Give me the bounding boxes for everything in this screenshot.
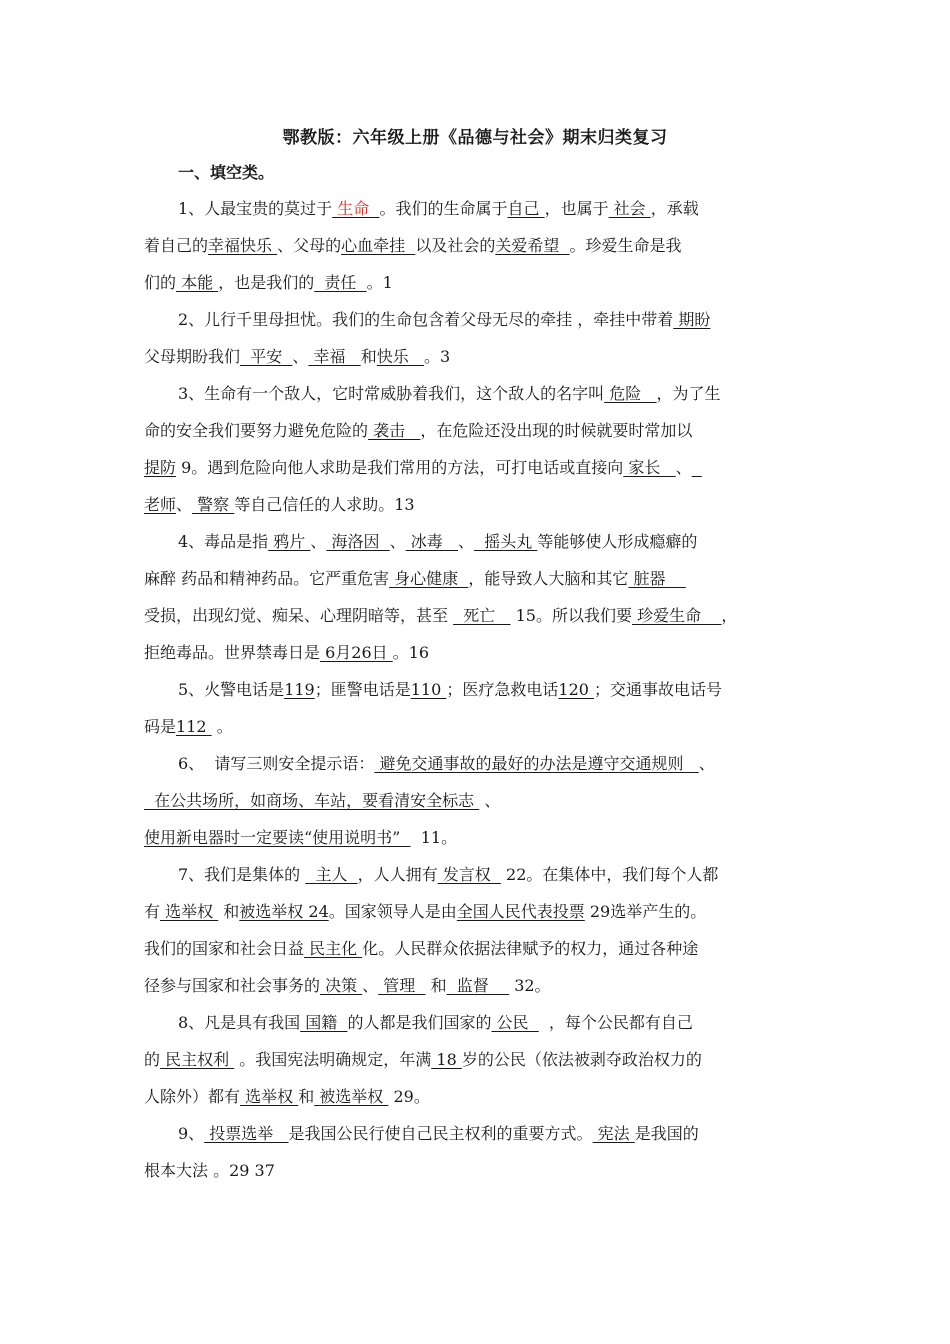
text-line [144, 930, 812, 967]
answer-blank: 鸦片 [268, 532, 311, 551]
question-text: 15。所以我们要 [510, 606, 632, 625]
text-line [144, 634, 812, 671]
question-text: ，人人拥有 [357, 865, 438, 884]
question-text: ，能导致人大脑和其它 [468, 569, 629, 588]
question-text: 是我国的 [634, 1124, 699, 1143]
question-text: 我们的国家和社会日益 [144, 939, 305, 958]
answer-blank: 119 [284, 680, 315, 699]
question-text: 32。 [509, 976, 551, 995]
question-text: 根本大法 。29 37 [144, 1161, 275, 1180]
answer-blank: 冰毒 [405, 532, 459, 551]
question-text: ，在危险还没出现的时候就要时常加以 [420, 421, 693, 440]
text-line [144, 819, 812, 856]
question-text: 7、我们是集体的 [178, 865, 306, 884]
text-line [144, 1078, 812, 1115]
answer-blank: 宪法 [592, 1124, 635, 1143]
answer-blank: 生命 [332, 199, 380, 218]
answer-blank: 提防 [144, 458, 177, 477]
question-text: 、 [176, 495, 193, 514]
question-text: 和 [360, 347, 377, 366]
document-title: 鄂教版：六年级上册《品德与社会》期末归类复习 [282, 128, 668, 148]
question-text: 、 [479, 791, 501, 810]
answer-blank: 112 [176, 717, 212, 736]
answer-blank: 幸福 [308, 347, 361, 366]
answer-blank: 管理 [378, 976, 426, 995]
question-text: 化。人民群众依据法律赋予的权力，通过各种途 [362, 939, 699, 958]
question-text: 和 [298, 1087, 315, 1106]
answer-blank: 国籍 [300, 1013, 348, 1032]
text-line [144, 1004, 812, 1041]
answer-blank: 死亡 [453, 606, 511, 625]
question-text: 麻醉 药品和精神药品。它严重危害 [144, 569, 390, 588]
answer-blank: 快乐 [376, 347, 425, 366]
question-text: 父母期盼我们 [144, 347, 241, 366]
text-line [144, 190, 812, 227]
question-text: 。我们的生命属于 [379, 199, 508, 218]
answer-blank: 决策 [320, 976, 363, 995]
answer-blank: 民主化 [304, 939, 363, 958]
question-text: 以及社会的 [415, 236, 496, 255]
question-text: 、 [698, 754, 715, 773]
question-text: 。1 [366, 273, 393, 292]
question-text: 。珍爱生命是我 [569, 236, 682, 255]
question-text: 径参与国家和社会事务的 [144, 976, 321, 995]
text-line [144, 486, 812, 523]
question-text: 和 [425, 976, 447, 995]
answer-blank: 社会 [608, 199, 651, 218]
answer-blank: 幸福快乐 [208, 236, 278, 255]
text-line [144, 1115, 812, 1152]
question-text: 。 [211, 717, 233, 736]
question-text: 的 [144, 1050, 161, 1069]
text-line [144, 375, 812, 412]
text-line [144, 597, 812, 634]
answer-blank: 投票选举 [204, 1124, 289, 1143]
question-text: 29选举产生的。 [584, 902, 707, 921]
answer-blank: 本能 [176, 273, 219, 292]
section-heading: 一、填空类。 [178, 163, 275, 182]
question-text: 岁的公民（依法被剥夺政治权力的 [461, 1050, 702, 1069]
answer-blank: 脏器 [628, 569, 686, 588]
question-text: 等自己信任的人求助。13 [234, 495, 415, 514]
answer-blank: 18 [431, 1050, 462, 1069]
question-text: 等能够使人形成瘾癖的 [537, 532, 698, 551]
question-text: 6、 请写三则安全提示语： [178, 754, 375, 773]
question-text: 9。遇到危险向他人求助是我们常用的方法，可打电话或直接向 [176, 458, 624, 477]
question-text: 们的 [144, 273, 177, 292]
text-line [144, 449, 812, 486]
answer-blank: 监督 [446, 976, 510, 995]
text-line [144, 708, 812, 745]
item-number: 9、 [178, 1124, 205, 1143]
question-text: 1、人最宝贵的莫过于 [178, 199, 333, 218]
question-text: 8、凡是具有我国 [178, 1013, 301, 1032]
question-text: ；医疗急救电话 [446, 680, 559, 699]
text-line [144, 338, 812, 375]
question-text: 是我国公民行使自己民主权利的重要方式。 [288, 1124, 593, 1143]
question-text: 。16 [392, 643, 430, 662]
answer-blank: 民主权利 [160, 1050, 235, 1069]
answer-blank: 老师 [144, 495, 177, 514]
question-text: ，承载 [650, 199, 699, 218]
text-line [144, 893, 812, 930]
question-text: 3、生命有一个敌人，它时常威胁着我们，这个敌人的名字叫 [178, 384, 605, 403]
answer-blank: 摇头丸 [474, 532, 538, 551]
answer-blank: 海洛因 [326, 532, 390, 551]
question-text: 、 [458, 532, 475, 551]
text-line [144, 560, 812, 597]
answer-blank: 主人 [305, 865, 358, 884]
question-text: ，为了生 [656, 384, 721, 403]
answer-blank: 心血牵挂 [341, 236, 416, 255]
answer-blank: 选举权 [160, 902, 219, 921]
answer-blank: 危险 [604, 384, 657, 403]
text-line [144, 227, 812, 264]
document-body [144, 190, 812, 1189]
question-text: 29。 [388, 1087, 430, 1106]
question-text: 22。在集体中，我们每个人都 [500, 865, 719, 884]
text-line [144, 782, 812, 819]
question-text: 5、火警电话是 [178, 680, 285, 699]
question-text: 命的安全我们要努力避免危险的 [144, 421, 369, 440]
answer-blank: 关爱希望 [495, 236, 570, 255]
answer-blank: 公民 [491, 1013, 539, 1032]
question-text: 、 [362, 976, 379, 995]
question-text: ，也是我们的 [218, 273, 315, 292]
question-text: ；匪警电话是 [314, 680, 411, 699]
text-line [144, 523, 812, 560]
answer-blank: 平安 [240, 347, 293, 366]
question-text: ，每个公民都有自己 [538, 1013, 693, 1032]
question-text: ，也属于 [544, 199, 609, 218]
text-line [144, 1152, 812, 1189]
question-text: 4、毒品是指 [178, 532, 269, 551]
question-text: 。国家领导人是由 [328, 902, 457, 921]
question-text: 、 [292, 347, 309, 366]
answer-blank: 使用新电器时一定要读“使用说明书” [144, 828, 411, 847]
answer-blank: 避免交通事故的最好的办法是遵守交通规则 [374, 754, 699, 773]
answer-blank: 家长 [623, 458, 676, 477]
text-line [144, 856, 812, 893]
text-line [144, 1041, 812, 1078]
question-text: 2、儿行千里母担忧。我们的生命包含着父母无尽的牵挂 ，牵挂中带着 [178, 310, 674, 329]
answer-blank: 期盼 [673, 310, 711, 329]
question-text: 的人都是我们国家的 [347, 1013, 492, 1032]
question-text: 受损，出现幻觉、痴呆、心理阴暗等，甚至 [144, 606, 454, 625]
question-text: 、父母的 [277, 236, 342, 255]
answer-blank: 被选举权 24 [239, 902, 329, 921]
answer-blank: 在公共场所，如商场、车站，要看清安全标志 [144, 791, 480, 810]
question-text: 、 [310, 532, 327, 551]
question-text: 。3 [424, 347, 451, 366]
question-text: 拒绝毒品。世界禁毒日是 [144, 643, 321, 662]
question-text: 、 [675, 458, 692, 477]
answer-blank: 全国人民代表投票 [456, 902, 585, 921]
answer-blank: 警察 [192, 495, 235, 514]
question-text: 着自己的 [144, 236, 209, 255]
question-text: 。我国宪法明确规定，年满 [234, 1050, 432, 1069]
question-text: 11。 [410, 828, 458, 847]
answer-blank: 选举权 [240, 1087, 299, 1106]
text-line [144, 967, 812, 1004]
answer-blank: 被选举权 [314, 1087, 389, 1106]
text-line [144, 264, 812, 301]
answer-blank: 发言权 [437, 865, 501, 884]
question-text: 码是 [144, 717, 177, 736]
question-text: ， [721, 606, 738, 625]
answer-blank: 110 [410, 680, 447, 699]
answer-blank: 6月26日 [320, 643, 393, 662]
text-line [144, 301, 812, 338]
question-text: ；交通事故电话号 [594, 680, 723, 699]
question-text: 和 [218, 902, 240, 921]
answer-blank [692, 458, 702, 477]
answer-blank: 120 [558, 680, 595, 699]
text-line [144, 745, 812, 782]
text-line [144, 671, 812, 708]
answer-blank: 袭击 [368, 421, 421, 440]
question-text: 、 [389, 532, 406, 551]
answer-blank: 自己 [507, 199, 545, 218]
answer-blank: 珍爱生命 [631, 606, 722, 625]
question-text: 有 [144, 902, 161, 921]
question-text: 人除外）都有 [144, 1087, 241, 1106]
answer-blank: 责任 [314, 273, 367, 292]
text-line [144, 412, 812, 449]
answer-blank: 身心健康 [389, 569, 469, 588]
